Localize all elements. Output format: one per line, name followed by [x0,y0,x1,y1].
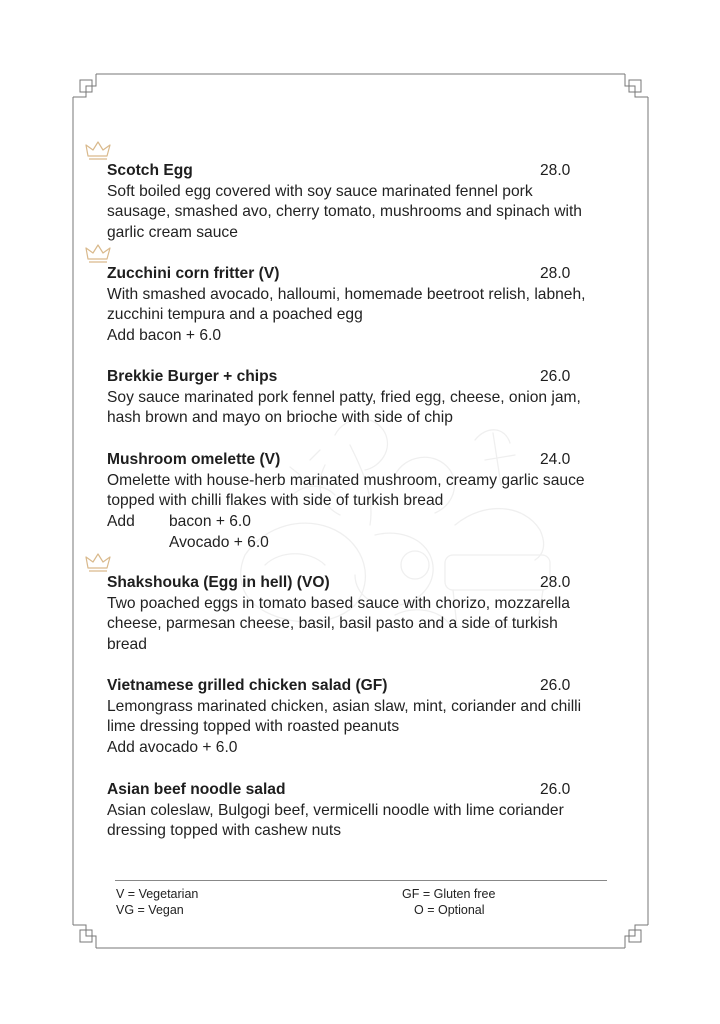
item-price: 26.0 [540,368,571,385]
description-line: Two poached eggs in tomato based sauce with chorizo, mozzarella [107,594,570,612]
add-on-label: Add [107,513,135,531]
description-line: hash brown and mayo on brioche with side of chip [107,409,453,427]
legend-divider [115,880,607,881]
legend-vegan: VG = Vegan [116,903,184,917]
item-description [107,594,637,656]
item-name: Shakshouka (Egg in hell) (VO) [107,574,330,591]
description-line: garlic cream sauce [107,224,238,242]
menu-item-shakshouka [107,573,637,656]
item-name: Mushroom omelette (V) [107,451,281,468]
item-description [107,801,637,842]
item-price: 28.0 [540,574,571,591]
add-on-row [107,533,637,554]
item-description [107,471,637,554]
menu-item-scotch-egg [107,161,637,244]
description-line: Asian coleslaw, Bulgogi beef, vermicelli noodle with lime coriander [107,801,564,819]
menu-item-brekkie-burger [107,367,637,429]
description-line: Lemongrass marinated chicken, asian slaw, mint, coriander and chilli [107,697,582,715]
item-price: 26.0 [540,677,571,694]
item-description [107,388,637,429]
add-on-option: bacon + 6.0 [169,513,251,531]
description-line: Soy sauce marinated pork fennel patty, fried egg, cheese, onion jam, [107,388,581,406]
description-line: sausage, smashed avo, cherry tomato, mushrooms and spinach with [107,203,582,221]
item-description [107,285,637,347]
description-line: cheese, parmesan cheese, basil, basil pasto and a side of turkish [107,615,558,633]
crown-icon [85,551,111,573]
item-description [107,182,637,244]
description-line: bread [107,636,147,654]
add-on-option: Add avocado + 6.0 [107,739,238,757]
item-name: Zucchini corn fritter (V) [107,265,280,282]
add-on-option: Avocado + 6.0 [169,533,269,551]
item-price: 26.0 [540,781,571,798]
description-line: Soft boiled egg covered with soy sauce marinated fennel pork [107,182,533,200]
menu-item-mushroom-omelette [107,450,637,554]
description-line: Omelette with house-herb marinated mushroom, creamy garlic sauce [107,471,585,489]
menu-item-vietnamese-chicken-salad [107,676,637,759]
item-price: 28.0 [540,162,571,179]
menu-item-zucchini-corn-fritter [107,264,637,347]
add-on-option: Add bacon + 6.0 [107,327,222,345]
crown-icon [85,242,111,264]
description-line: lime dressing topped with roasted peanuts [107,718,400,736]
description-line: zucchini tempura and a poached egg [107,306,363,324]
description-line: dressing topped with cashew nuts [107,822,342,840]
legend-vegetarian: V = Vegetarian [116,887,199,901]
description-line: With smashed avocado, halloumi, homemade beetroot relish, labneh, [107,285,586,303]
item-name: Asian beef noodle salad [107,781,286,798]
crown-icon [85,139,111,161]
menu-item-asian-beef-noodle-salad [107,780,637,842]
item-name: Vietnamese grilled chicken salad (GF) [107,677,388,694]
description-line: topped with chilli flakes with side of turkish bread [107,492,444,510]
item-name: Scotch Egg [107,162,193,179]
item-description [107,697,637,759]
add-on-row [107,512,637,533]
item-price: 24.0 [540,451,571,468]
legend-optional: O = Optional [414,903,485,917]
item-price: 28.0 [540,265,571,282]
legend-gluten-free: GF = Gluten free [402,887,496,901]
item-name: Brekkie Burger + chips [107,368,278,385]
